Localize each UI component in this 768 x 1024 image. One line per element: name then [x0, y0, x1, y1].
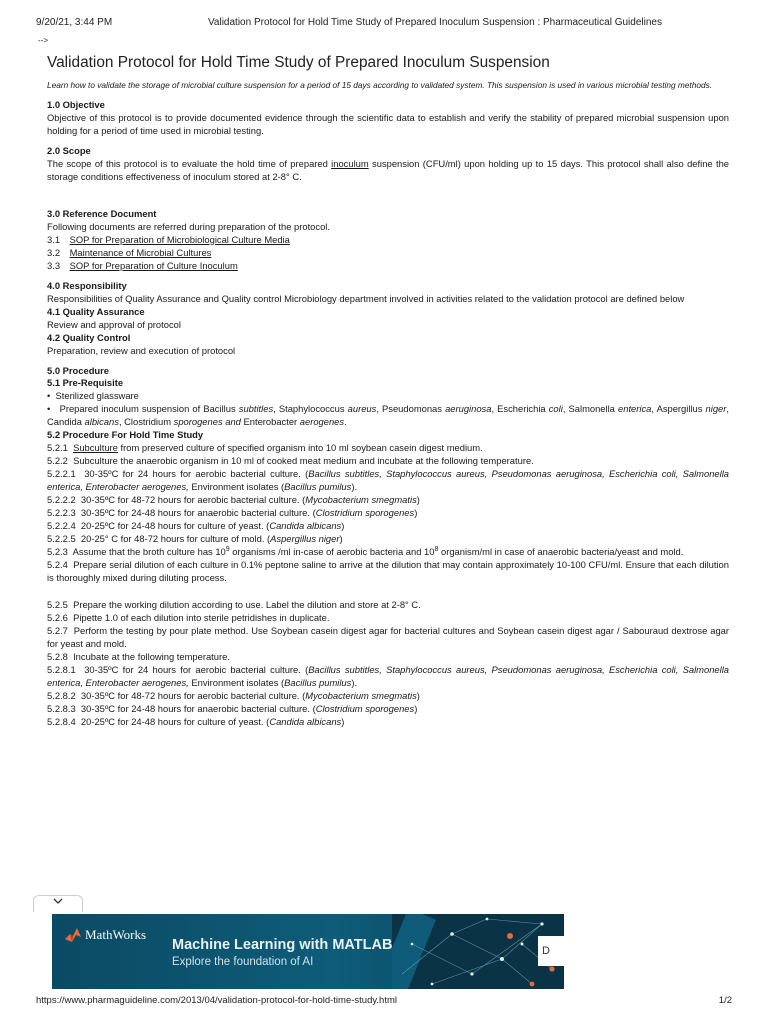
ref-item: 3.2 Maintenance of Microbial Cultures: [47, 246, 212, 258]
article: [47, 53, 729, 729]
article-intro: Learn how to validate the storage of microbial culture suspension for a period of 15 days according to validated system. This suspension is used in various microbial testing methods.: [47, 80, 713, 91]
prerequisite-heading: 5.1 Pre-Requisite: [47, 377, 124, 389]
inoculum-link[interactable]: inoculum: [331, 157, 369, 169]
ref-item: 3.1 SOP for Preparation of Microbiological Culture Media: [47, 233, 290, 245]
section-scope-text: The scope of this protocol is to evaluate the hold time of prepared inoculum suspension (CFU/ml) upon holding up to 15 days. This protocol shall also define the storage conditions effectiveness of inoculum stored at 2-8° C.: [47, 157, 729, 182]
qc-heading: 4.2 Quality Control: [47, 331, 131, 343]
step-5-2-1: 5.2.1 Subculture from preserved culture of specified organism into 10 ml soybean casein digest medium.: [47, 442, 483, 454]
step-5-2-3: 5.2.3 Assume that the broth culture has $10^9$ organisms /ml in-case of aerobic bacteria and $10^8$ organism/ml in case of anaerobic bacteria/yeast and mold.: [47, 545, 684, 558]
step-5-2-6: 5.2.6 Pipette 1.0 of each dilution into sterile petridishes in duplicate.: [47, 611, 330, 623]
qa-text: Review and approval of protocol: [47, 318, 181, 330]
step-5-2-2: 5.2.2 Subculture the anaerobic organism in 10 ml of cooked meat medium and incubate at the following temperature.: [47, 455, 534, 467]
step-5-2-2-5: 5.2.2.5 20-25° C for 48-72 hours for culture of mold. (Aspergillus niger): [47, 533, 343, 545]
ref-link-microbial-cultures[interactable]: Maintenance of Microbial Cultures: [69, 246, 212, 258]
mathworks-membrane-icon: [64, 927, 82, 943]
step-5-2-8-3: 5.2.8.3 30-35ºC for 24-48 hours for anaerobic bacterial culture. (Clostridium sporogenes): [47, 702, 418, 714]
step-5-2-8-4: 5.2.8.4 20-25ºC for 24-48 hours for culture of yeast. (Candida albicans): [47, 715, 345, 727]
mathworks-ad-banner[interactable]: [52, 914, 564, 989]
print-datetime: 9/20/21, 3:44 PM: [36, 17, 113, 28]
bullet-item: • Prepared inoculum suspension of Bacillus subtitles, Staphylococcus aureus, Pseudomonas aeruginosa, Escherichia coli, Salmonella enterica, Aspergillus niger, Candida albicans, Clostridium sporogenes and Enterobacter aerogenes.: [47, 403, 729, 428]
stray-comment-marker: -->: [38, 36, 48, 45]
ad-collapse-toggle[interactable]: [33, 895, 83, 912]
section-responsibility-heading: 4.0 Responsibility: [47, 279, 127, 291]
section-reference-text: Following documents are referred during preparation of the protocol.: [47, 220, 330, 232]
subculture-link[interactable]: Subculture: [73, 442, 118, 454]
step-5-2-7: 5.2.7 Perform the testing by pour plate method. Use Soybean casein digest agar for bacterial cultures and Soybean casein digest agar / Sabouraud dextrose agar for yeast and mold.: [47, 624, 729, 649]
step-5-2-8: 5.2.8 Incubate at the following temperature.: [47, 650, 230, 662]
ref-link-culture-media[interactable]: SOP for Preparation of Microbiological Culture Media: [69, 233, 290, 245]
section-objective-text: Objective of this protocol is to provide documented evidence through the scientific data to establish and verify the stability of prepared microbial suspension upon holding for a period of time used in microbial testing.: [47, 112, 729, 136]
ref-link-culture-inoculum[interactable]: SOP for Preparation of Culture Inoculum: [69, 259, 238, 271]
bullet-item: • Sterilized glassware: [47, 390, 139, 402]
step-5-2-2-2: 5.2.2.2 30-35ºC for 48-72 hours for aerobic bacterial culture. (Mycobacterium smegmatis): [47, 494, 420, 506]
ad-cta-button[interactable]: D: [538, 936, 564, 966]
hold-time-heading: 5.2 Procedure For Hold Time Study: [47, 429, 204, 441]
step-5-2-8-2: 5.2.8.2 30-35ºC for 48-72 hours for aerobic bacterial culture. (Mycobacterium smegmatis): [47, 689, 420, 701]
section-scope-heading: 2.0 Scope: [47, 144, 91, 156]
step-5-2-2-3: 5.2.2.3 30-35ºC for 24-48 hours for anaerobic bacterial culture. (Clostridium sporogenes): [47, 507, 418, 519]
ad-subline: Explore the foundation of AI: [172, 956, 314, 968]
chevron-down-icon: [53, 897, 63, 905]
article-title: Validation Protocol for Hold Time Study of Prepared Inoculum Suspension: [47, 54, 550, 71]
step-5-2-8-1: 5.2.8.1 30-35ºC for 24 hours for aerobic bacterial culture. (Bacillus subtitles, Staphylococcus aureus, Pseudomonas aeruginosa, Escherichia coli, Salmonella enterica, Enterobacter aerogenes, Environment isolates (Bacillus pumilus).: [47, 663, 730, 688]
ad-headline: Machine Learning with MATLAB: [172, 937, 393, 953]
section-objective-heading: 1.0 Objective: [47, 99, 105, 111]
ad-brand: MathWorks: [85, 927, 147, 942]
step-5-2-5: 5.2.5 Prepare the working dilution according to use. Label the dilution and store at 2-8° C.: [47, 598, 421, 610]
section-reference-heading: 3.0 Reference Document: [47, 207, 157, 219]
print-page-title: Validation Protocol for Hold Time Study of Prepared Inoculum Suspension : Pharmaceutical Guidelines: [208, 17, 662, 28]
ref-item: 3.3 SOP for Preparation of Culture Inoculum: [47, 259, 238, 271]
qa-heading: 4.1 Quality Assurance: [47, 305, 145, 317]
step-5-2-4: 5.2.4 Prepare serial dilution of each culture in 0.1% peptone saline to arrive at the dilution that may contain approximately 10-100 CFU/ml. Ensure that each dilution is thoroughly mixed during diluting process.: [47, 559, 729, 583]
step-5-2-2-1: 5.2.2.1 30-35ºC for 24 hours for aerobic bacterial culture. (Bacillus subtitles, Staphylococcus aureus, Pseudomonas aeruginosa, Escherichia coli, Salmonella enterica, Enterobacter aerogenes, Environment isolates (Bacillus pumilus).: [47, 468, 730, 493]
section-procedure-heading: 5.0 Procedure: [47, 364, 110, 376]
qc-text: Preparation, review and execution of protocol: [47, 344, 236, 356]
mathworks-logo: [64, 926, 146, 944]
print-page-number: 1/2: [718, 995, 732, 1006]
section-responsibility-text: Responsibilities of Quality Assurance and Quality control Microbiology department involved in activities related to the validation protocol are defined below: [47, 292, 685, 304]
step-5-2-2-4: 5.2.2.4 20-25ºC for 24-48 hours for culture of yeast. (Candida albicans): [47, 520, 345, 532]
print-url: https://www.pharmaguideline.com/2013/04/validation-protocol-for-hold-time-study.html: [36, 995, 397, 1006]
